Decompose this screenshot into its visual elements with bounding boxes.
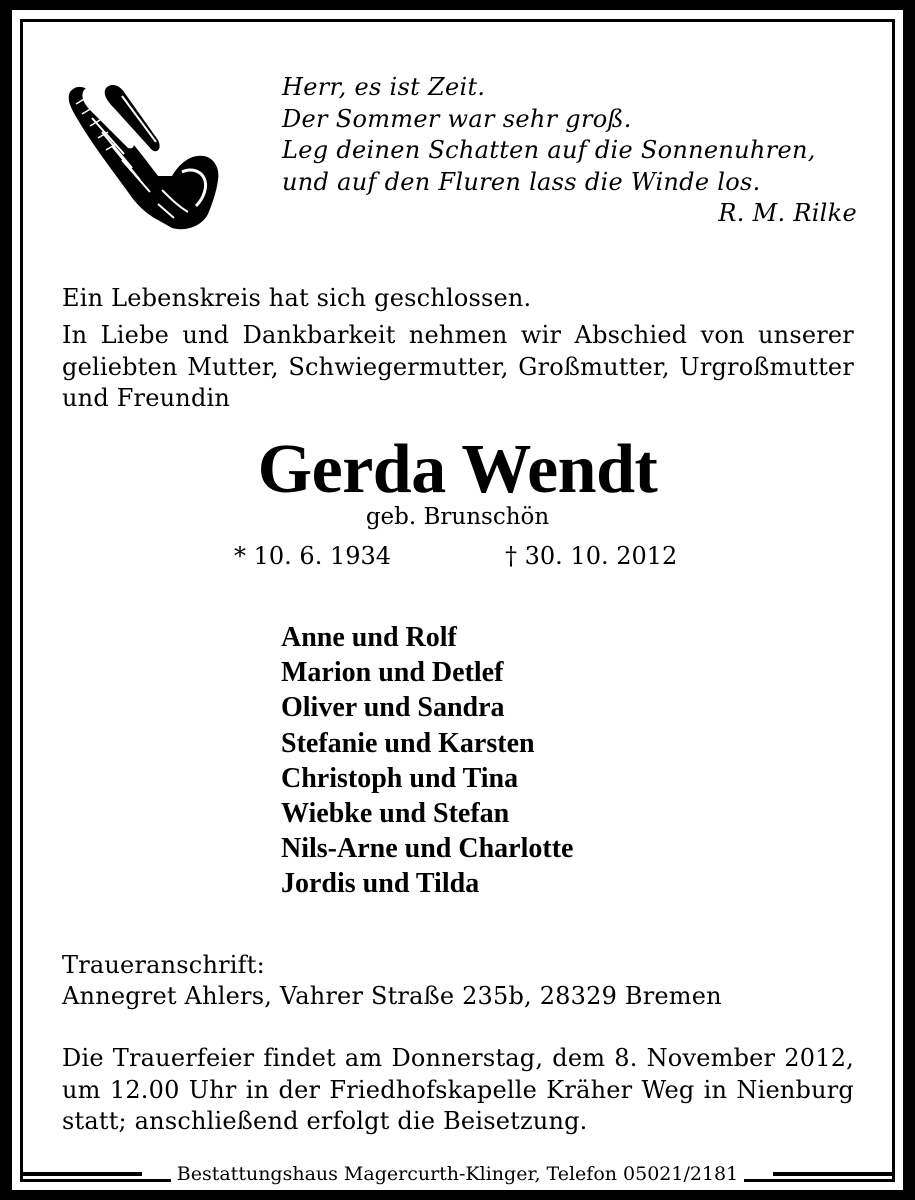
poem-line: und auf den Fluren lass die Winde los. — [282, 167, 761, 196]
survivor-item: Anne und Rolf — [281, 622, 457, 653]
survivor-item: Nils-Arne und Charlotte — [281, 833, 574, 865]
poem-line: Leg deinen Schatten auf die Sonnenuhren, — [282, 136, 816, 164]
poem-line: Der Sommer war sehr groß. — [282, 104, 632, 133]
ceremony-text: Die Trauerfeier findet am Donnerstag, dem 8. November 2012, um 12.00 Uhr in der Friedhofskapelle Kräher Weg in Nienburg statt; anschließend erfolgt die Beisetzung. — [62, 1044, 854, 1135]
maiden-name: geb. Brunschön — [365, 504, 550, 530]
intro-line: Ein Lebenskreis hat sich geschlossen. — [62, 284, 532, 312]
survivor-item: Wiebke und Stefan — [281, 798, 510, 830]
survivor-item: Christoph und Tina — [281, 762, 519, 794]
footer-text-wrap — [0, 1160, 915, 1188]
death-date: † 30. 10. 2012 — [505, 542, 678, 570]
rilke-poem — [282, 72, 857, 230]
address-label: Traueranschrift: — [62, 951, 265, 979]
intro-paragraph: In Liebe und Dankbarkeit nehmen wir Abschied von unserer geliebten Mutter, Schwiegermutter, Großmutter, Urgroßmutter und Freundin — [62, 321, 854, 412]
survivor-item: Stefanie und Karsten — [281, 727, 535, 759]
deceased-name: Gerda Wendt — [257, 431, 658, 508]
poem-author: R. M. Rilke — [718, 199, 857, 227]
poem-line: Herr, es ist Zeit. — [282, 73, 486, 101]
survivor-item: Oliver und Sandra — [281, 692, 505, 724]
birth-date: * 10. 6. 1934 — [234, 542, 392, 570]
address-value: Annegret Ahlers, Vahrer Straße 235b, 28329 Bremen — [62, 982, 722, 1010]
footer-text: Bestattungshaus Magercurth-Klinger, Telefon 05021/2181 — [171, 1163, 744, 1185]
survivors-list — [281, 620, 573, 902]
survivor-item: Marion und Detlef — [281, 657, 504, 689]
praying-hands-icon — [62, 80, 230, 235]
footer — [0, 1160, 915, 1188]
survivor-item: Jordis und Tilda — [281, 868, 480, 900]
